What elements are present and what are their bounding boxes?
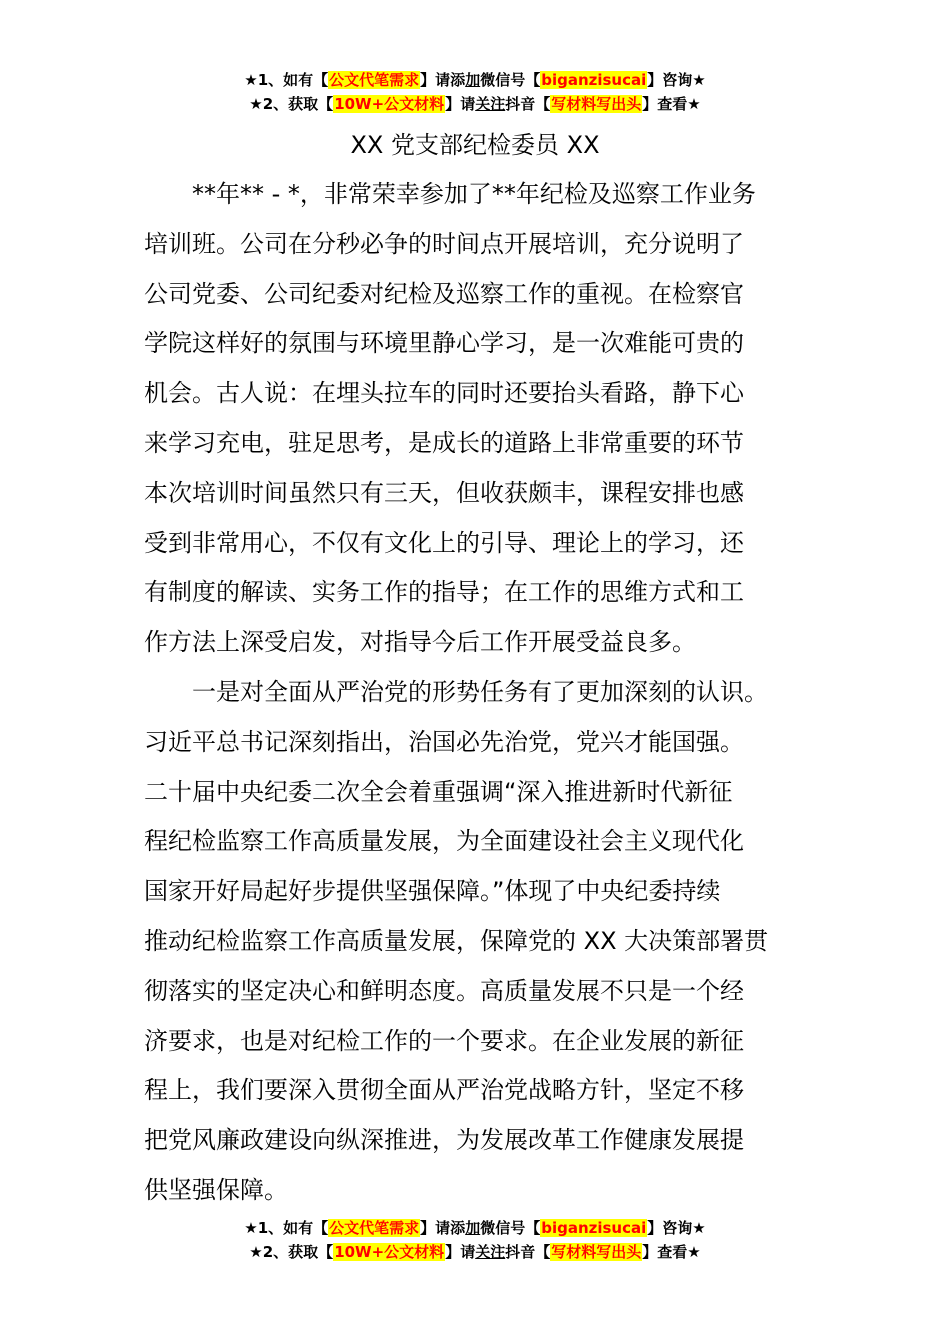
banner-text: 抖音【 bbox=[505, 1243, 551, 1261]
body-line: 济要求，也是对纪检工作的一个要求。在企业发展的新征 bbox=[144, 1026, 744, 1055]
document-body bbox=[144, 170, 816, 1216]
body-line: 受到非常用心，不仅有文化上的引导、理论上的学习，还 bbox=[144, 528, 744, 557]
body-line: 培训班。公司在分秒必争的时间点开展培训，充分说明了 bbox=[144, 229, 744, 258]
banner-text: 微信号【 bbox=[480, 71, 541, 89]
banner-text: 加 bbox=[465, 71, 481, 89]
header-banner bbox=[0, 68, 950, 116]
body-line: 二十届中央纪委二次全会着重强调“深入推进新时代新征 bbox=[144, 777, 733, 806]
banner-line-1 bbox=[0, 68, 950, 92]
banner-line-2 bbox=[0, 92, 950, 116]
banner-text: ★1、如有【 bbox=[244, 1219, 329, 1237]
wechat-id-highlight: biganzisucai bbox=[541, 71, 647, 89]
banner-text: 】查看★ bbox=[642, 1243, 701, 1261]
banner-text: 】请添 bbox=[420, 71, 466, 89]
body-line: 公司党委、公司纪委对纪检及巡察工作的重视。在检察官 bbox=[144, 279, 744, 308]
douyin-highlight: 写材料写出头 bbox=[551, 1243, 642, 1261]
banner-line-1 bbox=[0, 1216, 950, 1240]
body-line: 作方法上深受启发，对指导今后工作开展受益良多。 bbox=[144, 628, 696, 657]
highlight-text: 10W+公文材料 bbox=[334, 95, 445, 113]
body-line: **年** - *，非常荣幸参加了**年纪检及巡察工作业务 bbox=[144, 180, 756, 208]
banner-text: 】请 bbox=[445, 1243, 476, 1261]
banner-text: 加 bbox=[465, 1219, 481, 1237]
document-title: XX 党支部纪检委员 XX bbox=[350, 131, 600, 159]
douyin-highlight: 写材料写出头 bbox=[551, 95, 642, 113]
body-line: 来学习充电，驻足思考，是成长的道路上非常重要的环节 bbox=[144, 428, 744, 457]
body-line: 机会。古人说：在埋头拉车的同时还要抬头看路，静下心 bbox=[144, 379, 744, 408]
body-line: 供坚强保障。 bbox=[144, 1175, 288, 1204]
wechat-id-highlight: biganzisucai bbox=[541, 1219, 647, 1237]
body-line: 有制度的解读、实务工作的指导；在工作的思维方式和工 bbox=[144, 578, 744, 607]
body-line: 习近平总书记深刻指出，治国必先治党，党兴才能国强。 bbox=[144, 727, 744, 756]
body-line: 把党风廉政建设向纵深推进，为发展改革工作健康发展提 bbox=[144, 1126, 744, 1155]
body-line: 程纪检监察工作高质量发展，为全面建设社会主义现代化 bbox=[144, 827, 744, 856]
body-line: 学院这样好的氛围与环境里静心学习，是一次难能可贵的 bbox=[144, 329, 744, 358]
banner-text: 关注 bbox=[475, 95, 506, 113]
banner-text: ★1、如有【 bbox=[244, 71, 329, 89]
body-line: 程上，我们要深入贯彻全面从严治党战略方针，坚定不移 bbox=[144, 1076, 744, 1105]
body-line: 本次培训时间虽然只有三天，但收获颇丰，课程安排也感 bbox=[144, 478, 744, 507]
highlight-text: 公文代笔需求 bbox=[329, 71, 420, 89]
body-line: 推动纪检监察工作高质量发展，保障党的 XX 大决策部署贯 bbox=[144, 926, 769, 955]
banner-text: ★2、获取【 bbox=[249, 1243, 334, 1261]
banner-text: 】咨询★ bbox=[647, 71, 706, 89]
body-line: 一是对全面从严治党的形势任务有了更加深刻的认识。 bbox=[144, 677, 768, 706]
banner-text: 微信号【 bbox=[480, 1219, 541, 1237]
banner-text: 抖音【 bbox=[505, 95, 551, 113]
footer-banner bbox=[0, 1216, 950, 1264]
highlight-text: 公文代笔需求 bbox=[329, 1219, 420, 1237]
body-line: 彻落实的坚定决心和鲜明态度。高质量发展不只是一个经 bbox=[144, 976, 744, 1005]
highlight-text: 10W+公文材料 bbox=[334, 1243, 445, 1261]
banner-text: 】咨询★ bbox=[647, 1219, 706, 1237]
banner-text: 】查看★ bbox=[642, 95, 701, 113]
banner-text: ★2、获取【 bbox=[249, 95, 334, 113]
body-line: 国家开好局起好步提供坚强保障。”体现了中央纪委持续 bbox=[144, 877, 721, 906]
banner-text: 关注 bbox=[475, 1243, 506, 1261]
banner-text: 】请添 bbox=[420, 1219, 466, 1237]
banner-text: 】请 bbox=[445, 95, 476, 113]
banner-line-2 bbox=[0, 1240, 950, 1264]
